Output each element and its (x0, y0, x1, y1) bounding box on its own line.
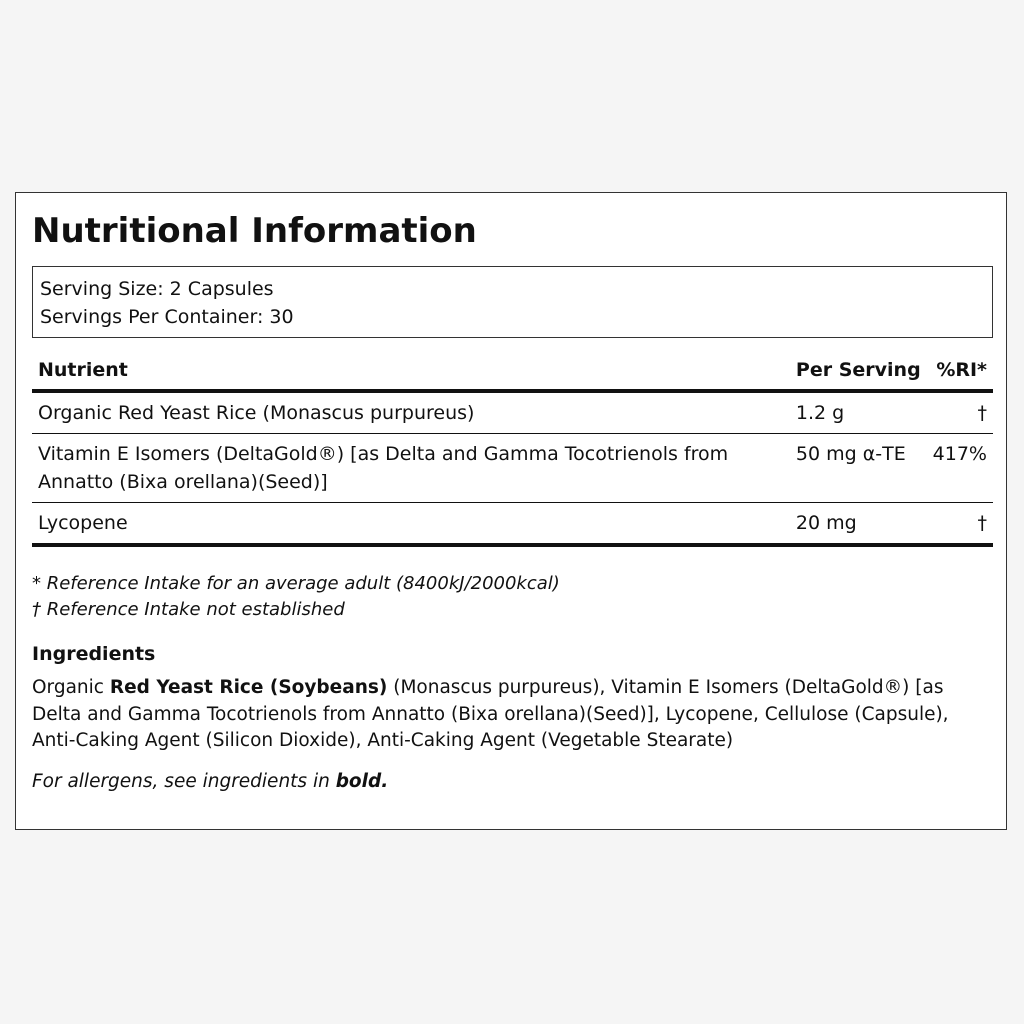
header-per-serving: Per Serving (790, 351, 927, 391)
nutrient-name: Vitamin E Isomers (DeltaGold®) [as Delta and Gamma Tocotrienols from Annatto (Bixa orellana)(Seed)] (32, 434, 790, 503)
ri-value: 417% (927, 434, 993, 503)
allergen-note (32, 771, 388, 792)
ingredients-heading: Ingredients (32, 643, 156, 665)
footnote-reference-intake: * Reference Intake for an average adult (8400kJ/2000kcal) (32, 573, 560, 594)
ingredients-allergen-bold: Red Yeast Rice (Soybeans) (109, 677, 388, 698)
nutrient-name: Lycopene (32, 503, 790, 546)
serving-info-box (32, 266, 993, 338)
table-row (32, 391, 993, 434)
header-nutrient: Nutrient (32, 351, 790, 391)
table-row (32, 503, 993, 546)
table-row (32, 434, 993, 503)
ingredients-text (32, 675, 982, 755)
nutrient-name: Organic Red Yeast Rice (Monascus purpureus) (32, 391, 790, 434)
allergen-text: For allergens, see ingredients in (32, 771, 336, 792)
footnote-not-established: † Reference Intake not established (32, 599, 345, 620)
nutrient-table (32, 351, 993, 547)
per-serving-value: 1.2 g (790, 391, 927, 434)
servings-per-container: Servings Per Container: 30 (40, 306, 294, 328)
per-serving-value: 20 mg (790, 503, 927, 546)
ri-value: † (927, 391, 993, 434)
ri-value: † (927, 503, 993, 546)
page-title: Nutritional Information (32, 211, 477, 251)
allergen-bold-word: bold. (335, 771, 389, 792)
serving-size: Serving Size: 2 Capsules (40, 278, 274, 300)
header-ri: %RI* (927, 351, 993, 391)
table-header-row (32, 351, 993, 391)
footnotes (32, 571, 560, 623)
per-serving-value: 50 mg α-TE (790, 434, 927, 503)
nutrition-panel (15, 192, 1007, 830)
ingredients-rest: (Monascus purpureus), Vitamin E Isomers (DeltaGold®) [as Delta and Gamma Tocotrienols from Annatto (Bixa orellana)(Seed)], Lycopene, Cellulose (Capsule), Anti-Caking Agent (Silicon Dioxide), Anti-Caking Agent (Vegetable Stearate) (32, 677, 949, 751)
ingredients-prefix: Organic (32, 677, 110, 698)
